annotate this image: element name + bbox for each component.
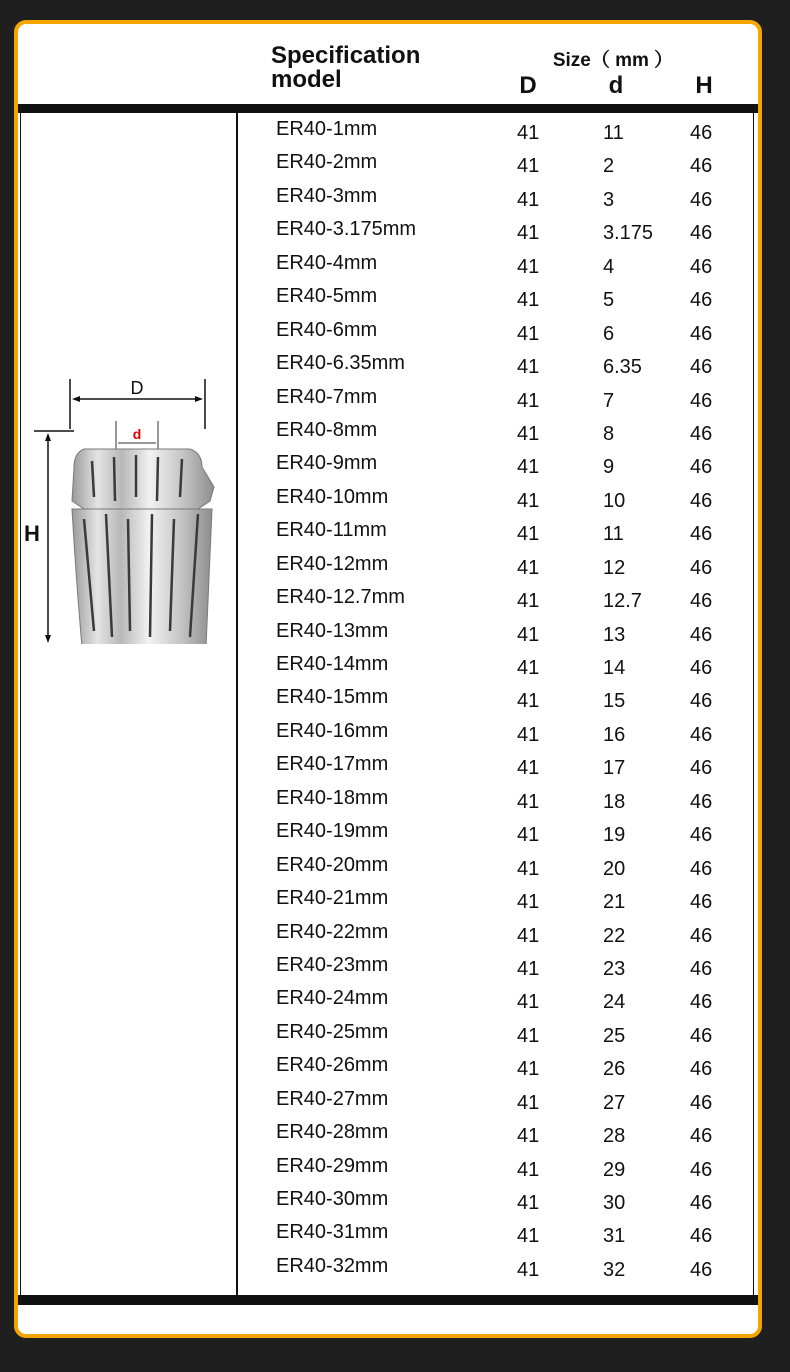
table-row [18, 885, 758, 918]
cell-model: ER40-18mm [276, 786, 389, 809]
cell-d: 29 [603, 1158, 626, 1181]
table-row [18, 149, 758, 182]
cell-model: ER40-16mm [276, 719, 389, 742]
cell-D: 41 [517, 824, 540, 847]
cell-d: 12 [603, 556, 626, 579]
cell-H: 46 [690, 523, 713, 546]
table-row [18, 517, 758, 550]
model-heading: model [271, 66, 342, 93]
cell-D: 41 [517, 590, 540, 613]
cell-H: 46 [690, 924, 713, 947]
cell-H: 46 [690, 757, 713, 780]
cell-H: 46 [690, 1125, 713, 1148]
footer-divider [18, 1295, 758, 1305]
table-row [18, 1186, 758, 1219]
cell-H: 46 [690, 1258, 713, 1281]
cell-model: ER40-10mm [276, 485, 389, 508]
cell-D: 41 [517, 456, 540, 479]
cell-D: 41 [517, 188, 540, 211]
cell-H: 46 [690, 222, 713, 245]
cell-D: 41 [517, 891, 540, 914]
cell-model: ER40-22mm [276, 920, 389, 943]
cell-model: ER40-28mm [276, 1121, 389, 1144]
cell-D: 41 [517, 757, 540, 780]
column-header-d: d [608, 72, 624, 99]
cell-d: 18 [603, 790, 626, 813]
cell-model: ER40-5mm [276, 285, 378, 308]
cell-D: 41 [517, 255, 540, 278]
cell-H: 46 [690, 188, 713, 211]
cell-model: ER40-21mm [276, 887, 389, 910]
cell-H: 46 [690, 891, 713, 914]
cell-D: 41 [517, 1058, 540, 1081]
table-row [18, 852, 758, 885]
spec-table-body [18, 116, 758, 1286]
cell-model: ER40-24mm [276, 987, 389, 1010]
cell-D: 41 [517, 389, 540, 412]
table-row [18, 551, 758, 584]
cell-d: 9 [603, 456, 615, 479]
cell-D: 41 [517, 289, 540, 312]
cell-D: 41 [517, 857, 540, 880]
cell-D: 41 [517, 623, 540, 646]
cell-H: 46 [690, 790, 713, 813]
table-row [18, 584, 758, 617]
table-row [18, 985, 758, 1018]
table-row [18, 952, 758, 985]
cell-model: ER40-3.175mm [276, 218, 417, 241]
table-row [18, 317, 758, 350]
cell-model: ER40-3mm [276, 184, 378, 207]
table-row [18, 283, 758, 316]
cell-model: ER40-19mm [276, 820, 389, 843]
cell-model: ER40-6.35mm [276, 352, 405, 375]
cell-D: 41 [517, 122, 540, 144]
cell-H: 46 [690, 1192, 713, 1214]
spec-card [14, 20, 762, 1338]
table-row [18, 450, 758, 483]
table-row [18, 785, 758, 818]
cell-H: 46 [690, 1225, 713, 1248]
cell-d: 30 [603, 1192, 626, 1214]
cell-model: ER40-1mm [276, 118, 378, 140]
cell-model: ER40-26mm [276, 1054, 389, 1077]
cell-H: 46 [690, 590, 713, 613]
size-heading: Size（ mm ） [552, 50, 674, 71]
cell-H: 46 [690, 456, 713, 479]
cell-D: 41 [517, 657, 540, 679]
cell-H: 46 [690, 690, 713, 713]
cell-d: 13 [603, 623, 626, 646]
column-header-H: H [695, 72, 713, 99]
cell-H: 46 [690, 322, 713, 345]
cell-model: ER40-8mm [276, 418, 378, 441]
cell-d: 26 [603, 1058, 626, 1081]
table-row [18, 116, 758, 149]
cell-model: ER40-9mm [276, 452, 378, 475]
cell-d: 31 [603, 1225, 626, 1248]
table-row [18, 1019, 758, 1052]
cell-d: 25 [603, 1024, 626, 1047]
cell-d: 15 [603, 690, 626, 713]
cell-d: 2 [603, 155, 615, 178]
cell-H: 46 [690, 723, 713, 746]
cell-d: 11 [603, 523, 624, 546]
table-row [18, 1153, 758, 1186]
cell-H: 46 [690, 122, 713, 144]
cell-H: 46 [690, 489, 713, 512]
label-d: d [132, 426, 142, 442]
cell-D: 41 [517, 322, 540, 345]
cell-d: 14 [603, 657, 626, 679]
cell-H: 46 [690, 657, 713, 679]
cell-d: 3.175 [603, 222, 654, 245]
table-row [18, 919, 758, 952]
table-row [18, 183, 758, 216]
cell-H: 46 [690, 1058, 713, 1081]
table-row [18, 1253, 758, 1286]
cell-H: 46 [690, 957, 713, 980]
header-divider [18, 104, 758, 113]
cell-model: ER40-12.7mm [276, 586, 405, 609]
table-row [18, 1119, 758, 1152]
cell-D: 41 [517, 1158, 540, 1181]
table-row [18, 216, 758, 249]
cell-H: 46 [690, 1091, 713, 1114]
cell-d: 17 [603, 757, 626, 780]
cell-d: 21 [603, 891, 626, 914]
cell-D: 41 [517, 1258, 540, 1281]
column-header-D: D [519, 72, 537, 99]
cell-D: 41 [517, 556, 540, 579]
cell-D: 41 [517, 356, 540, 379]
cell-d: 3 [603, 188, 615, 211]
cell-D: 41 [517, 155, 540, 178]
cell-model: ER40-17mm [276, 753, 389, 776]
cell-H: 46 [690, 155, 713, 178]
cell-d: 8 [603, 422, 615, 445]
cell-D: 41 [517, 489, 540, 512]
table-row [18, 1219, 758, 1252]
cell-H: 46 [690, 857, 713, 880]
cell-H: 46 [690, 623, 713, 646]
cell-model: ER40-2mm [276, 151, 378, 174]
cell-model: ER40-15mm [276, 686, 389, 709]
cell-model: ER40-7mm [276, 385, 378, 408]
cell-d: 23 [603, 957, 626, 980]
table-row [18, 684, 758, 717]
cell-D: 41 [517, 924, 540, 947]
cell-D: 41 [517, 690, 540, 713]
cell-D: 41 [517, 790, 540, 813]
cell-d: 27 [603, 1091, 626, 1114]
cell-d: 32 [603, 1258, 626, 1281]
cell-D: 41 [517, 523, 540, 546]
label-D: D [130, 378, 144, 398]
cell-H: 46 [690, 389, 713, 412]
table-row [18, 718, 758, 751]
table-row [18, 651, 758, 684]
cell-D: 41 [517, 1225, 540, 1248]
cell-d: 10 [603, 489, 626, 512]
cell-D: 41 [517, 957, 540, 980]
cell-d: 20 [603, 857, 626, 880]
cell-H: 46 [690, 556, 713, 579]
cell-model: ER40-23mm [276, 953, 389, 976]
table-row [18, 618, 758, 651]
cell-model: ER40-29mm [276, 1154, 389, 1177]
cell-model: ER40-25mm [276, 1020, 389, 1043]
table-row [18, 751, 758, 784]
cell-model: ER40-32mm [276, 1254, 389, 1277]
cell-model: ER40-4mm [276, 251, 378, 274]
cell-H: 46 [690, 991, 713, 1014]
table-row [18, 250, 758, 283]
cell-D: 41 [517, 222, 540, 245]
cell-d: 5 [603, 289, 615, 312]
cell-D: 41 [517, 1125, 540, 1148]
table-row [18, 1052, 758, 1085]
table-row [18, 484, 758, 517]
table-row [18, 417, 758, 450]
cell-D: 41 [517, 991, 540, 1014]
spec-model-heading [271, 44, 471, 92]
cell-d: 11 [603, 122, 624, 144]
table-row [18, 350, 758, 383]
table-row [18, 384, 758, 417]
cell-d: 6.35 [603, 356, 642, 379]
cell-d: 7 [603, 389, 615, 412]
cell-D: 41 [517, 1091, 540, 1114]
cell-D: 41 [517, 1024, 540, 1047]
cell-H: 46 [690, 356, 713, 379]
cell-d: 22 [603, 924, 626, 947]
cell-model: ER40-14mm [276, 653, 389, 675]
cell-d: 19 [603, 824, 626, 847]
cell-H: 46 [690, 255, 713, 278]
cell-d: 16 [603, 723, 626, 746]
cell-H: 46 [690, 289, 713, 312]
cell-model: ER40-13mm [276, 619, 389, 642]
cell-H: 46 [690, 1158, 713, 1181]
cell-model: ER40-11mm [276, 519, 387, 542]
cell-D: 41 [517, 1192, 540, 1214]
cell-H: 46 [690, 824, 713, 847]
cell-D: 41 [517, 723, 540, 746]
table-row [18, 1086, 758, 1119]
cell-D: 41 [517, 422, 540, 445]
cell-d: 28 [603, 1125, 626, 1148]
cell-d: 12.7 [603, 590, 642, 613]
cell-model: ER40-30mm [276, 1188, 389, 1210]
label-H: H [24, 521, 40, 546]
spec-heading: Specification [271, 42, 421, 69]
cell-d: 24 [603, 991, 626, 1014]
table-row [18, 818, 758, 851]
cell-d: 4 [603, 255, 615, 278]
cell-model: ER40-20mm [276, 853, 389, 876]
cell-H: 46 [690, 1024, 713, 1047]
cell-d: 6 [603, 322, 615, 345]
cell-model: ER40-31mm [276, 1221, 389, 1244]
cell-model: ER40-27mm [276, 1087, 389, 1110]
cell-H: 46 [690, 422, 713, 445]
cell-model: ER40-6mm [276, 318, 378, 341]
cell-model: ER40-12mm [276, 552, 389, 575]
